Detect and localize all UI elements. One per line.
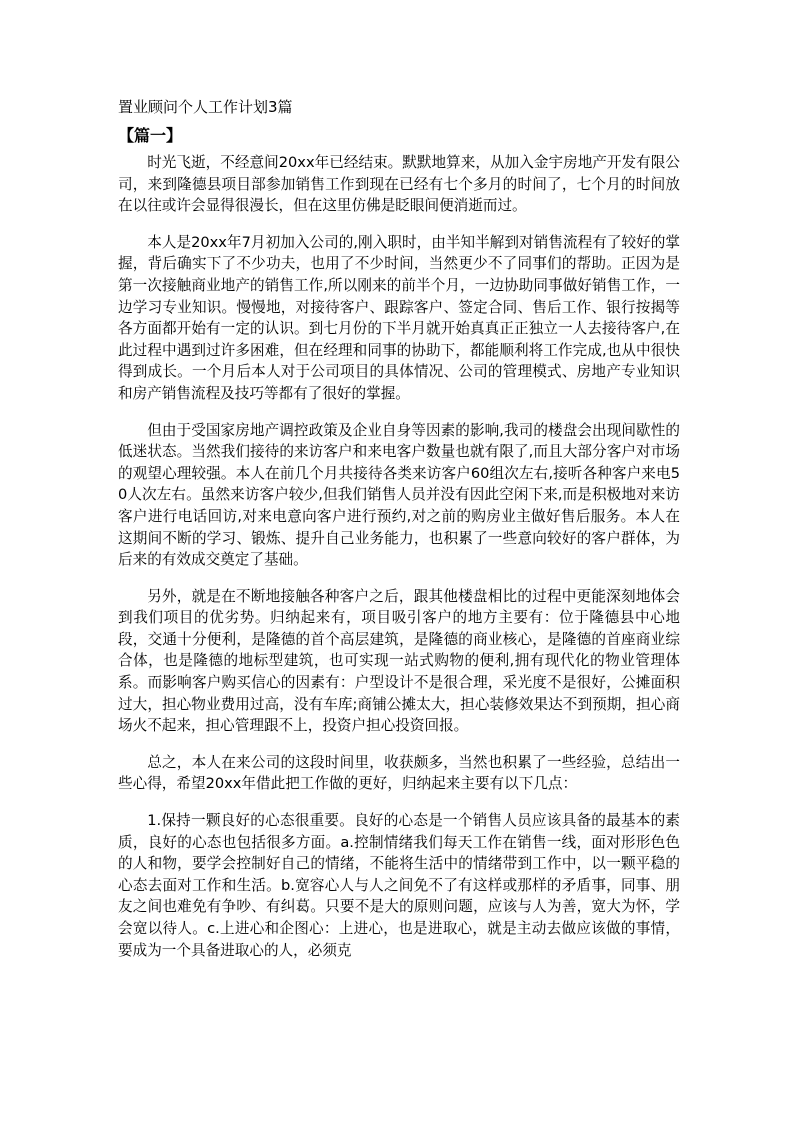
paragraph-market: 但由于受国家房地产调控政策及企业自身等因素的影响,我司的楼盘会出现间歇性的低迷状态。当然我们接待的来访客户和来电客户数量也就有限了,而且大部分客户对市场的观望心理较强。本人在前几个月共接待各类来访客户60组次左右,接听各种客户来电50人次左右。虽然来访客户较少,但我们销售人员并没有因此空闲下来,而是积极地对来访客户进行电话回访,对来电意向客户进行预约,对之前的购房业主做好售后服务。本人在这期间不断的学习、锻炼、提升自己业务能力，也积累了一些意向较好的客户群体，为后来的有效成交奠定了基础。 xyxy=(118,421,680,569)
paragraph-joining: 本人是20xx年7月初加入公司的,刚入职时，由半知半解到对销售流程有了较好的掌握，背后确实下了不少功夫，也用了不少时间，当然更少不了同事们的帮助。正因为是第一次接触商业地产的销售工作,所以刚来的前半个月，一边协助同事做好销售工作，一边学习专业知识。慢慢地，对接待客户、跟踪客户、签定合同、售后工作、银行按揭等各方面都开始有一定的认识。到七月份的下半月就开始真真正正独立一人去接待客户,在此过程中遇到过许多困难，但在经理和同事的协助下，都能顺利将工作完成,也从中很快得到成长。一个月后本人对于公司项目的具体情况、公司的管理模式、房地产专业知识和房产销售流程及技巧等都有了很好的掌握。 xyxy=(118,233,680,402)
section-heading: 【篇一】 xyxy=(118,126,183,145)
paragraph-advantages: 另外，就是在不断地接触各种客户之后，跟其他楼盘相比的过程中更能深刻地体会到我们项目的优劣势。归纳起来有，项目吸引客户的地方主要有：位于隆德县中心地段，交通十分便利，是隆德的首个高层建筑，是隆德的商业核心，是隆德的首座商业综合体，也是隆德的地标型建筑，也可实现一站式购物的便利,拥有现代化的物业管理体系。而影响客户购买信心的因素有：户型设计不是很合理，采光度不是很好，公摊面积过大，担心物业费用过高，没有车库;商铺公摊太大，担心装修效果达不到预期，担心商场火不起来，担心管理跟不上，投资户担心投资回报。 xyxy=(118,587,680,735)
paragraph-intro: 时光飞逝，不经意间20xx年已经结束。默默地算来，从加入金宇房地产开发有限公司，来到隆德县项目部参加销售工作到现在已经有七个多月的时间了，七个月的时间放在以往或许会显得很漫长，但在这里仿佛是眨眼间便消逝而过。 xyxy=(118,154,680,215)
document-page xyxy=(118,96,680,961)
paragraph-summary: 总之，本人在来公司的这段时间里，收获颇多，当然也积累了一些经验，总结出一些心得，希望20xx年借此把工作做的更好，归纳起来主要有以下几点： xyxy=(118,753,680,793)
paragraph-point-1: 1.保持一颗良好的心态很重要。良好的心态是一个销售人员应该具备的最基本的素质，良好的心态也包括很多方面。a.控制情绪我们每天工作在销售一线，面对形形色色的人和物，要学会控制好自己的情绪，不能将生活中的情绪带到工作中，以一颗平稳的心态去面对工作和生活。b.宽容心人与人之间免不了有这样或那样的矛盾事，同事、朋友之间也难免有争吵、有纠葛。只要不是大的原则问题，应该与人为善，宽大为怀，学会宽以待人。c.上进心和企图心：上进心，也是进取心，就是主动去做应该做的事情，要成为一个具备进取心的人，必须克 xyxy=(118,812,680,959)
document-title: 置业顾问个人工作计划3篇 xyxy=(118,98,293,116)
